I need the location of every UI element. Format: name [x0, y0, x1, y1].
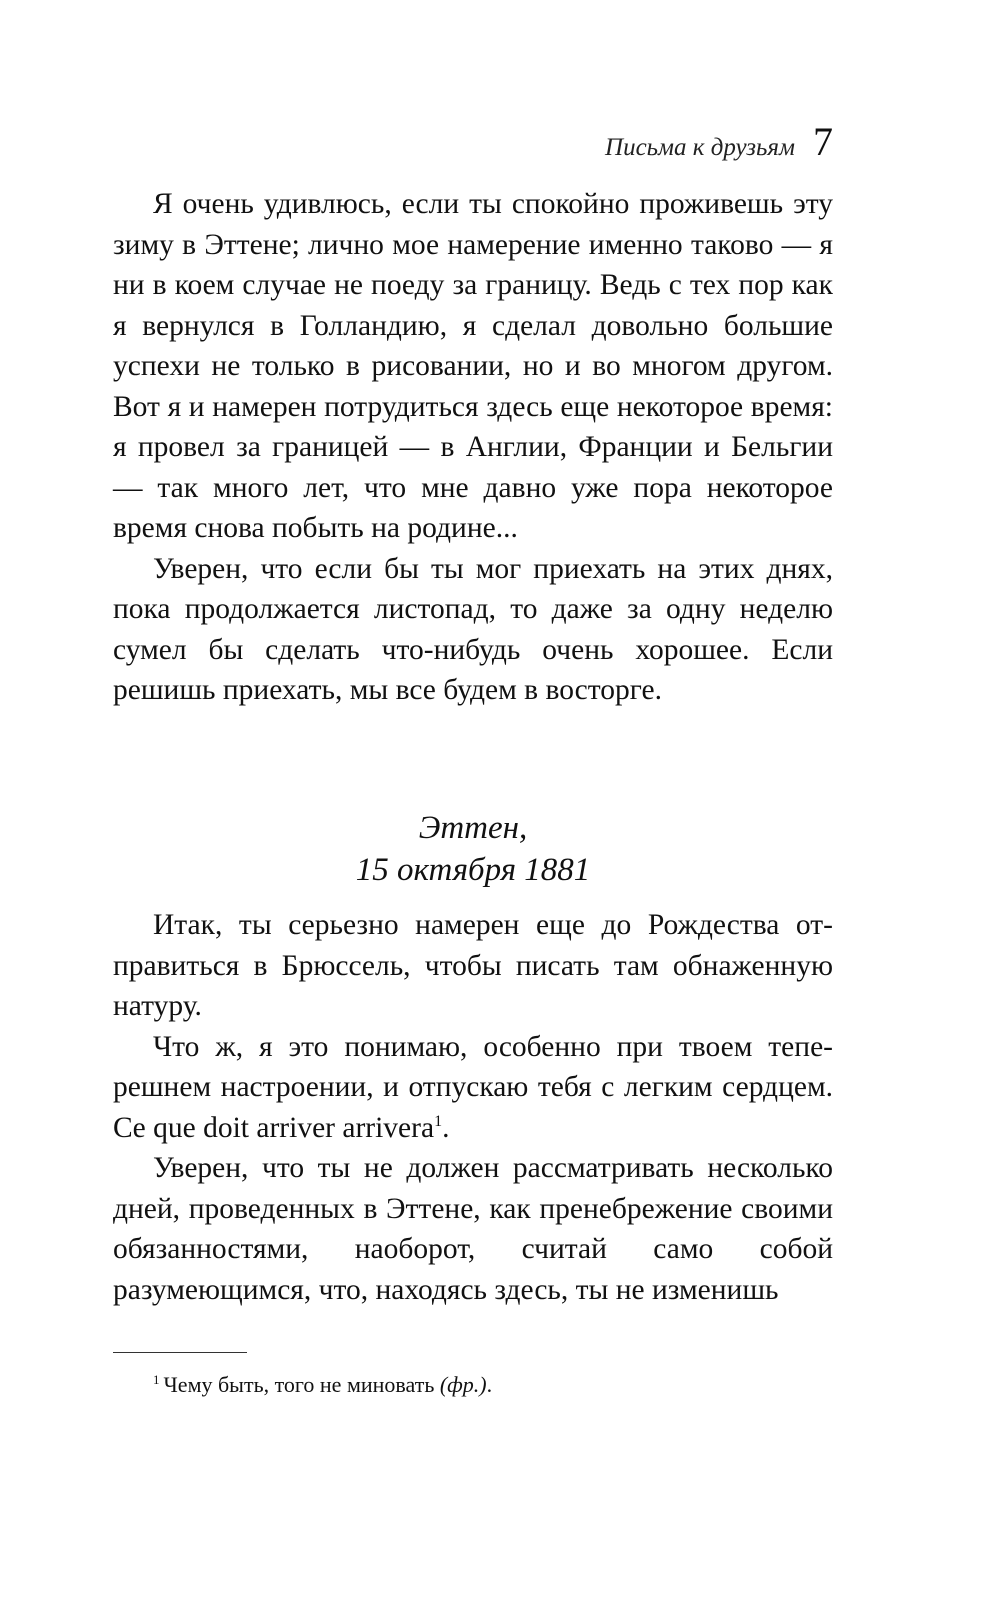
text-block-bottom [113, 905, 833, 1310]
running-head [605, 118, 833, 178]
paragraph [113, 1027, 833, 1149]
letter-date: 15 октября 1881 [355, 852, 591, 888]
text-block-top [113, 184, 833, 711]
footnote-divider [113, 1352, 247, 1353]
footnote-end: . [486, 1372, 493, 1397]
running-title: Письма к друзьям [605, 134, 795, 161]
footnote-text: Чему быть, того не миновать [163, 1372, 440, 1397]
paragraph-end: . [442, 1111, 450, 1144]
letter-place: Эттен, [418, 810, 528, 846]
paragraph: Уверен, что если бы ты мог приехать на этих днях, пока продолжается листопад, то даже за одну неделю сумел бы сделать что-нибудь очень хорошее. Если решишь приехать, мы все будем в восторге. [113, 552, 833, 706]
page-number: 7 [813, 119, 833, 164]
paragraph: Итак, ты серьезно намерен еще до Рождества отправиться в Брюссель, чтобы писать там обнаженную натуру. [113, 909, 833, 1022]
footnote-mark: 1 [153, 1371, 160, 1387]
letter-heading [113, 807, 833, 891]
footnote [153, 1370, 492, 1400]
paragraph: Я очень удивлюсь, если ты спокойно проживешь эту зиму в Эттене; лично мое намерение именно таково — я ни в коем случае не поеду за границу. Ведь с тех пор как я вернулся в Голландию, я сделал довольно большие успехи не только в рисовании, но и во многом другом. Вот я и намерен потрудиться здесь еще некоторое время: я провел за границей — в Англии, Франции и Бельгии — так много лет, что мне давно уже пора некоторое время снова побыть на родине... [113, 188, 833, 544]
footnote-language: (фр.) [439, 1372, 487, 1397]
paragraph-text: Что ж, я это понимаю, особенно при твоем теперешнем настроении, и отпускаю тебя с легким сердцем. Ce que doit arriver arrivera [113, 1030, 833, 1144]
footnote-reference[interactable]: 1 [434, 1112, 443, 1130]
paragraph: Уверен, что ты не должен рассматривать несколько дней, проведенных в Эттене, как пренебрежение своими обязанностями, наоборот, считай само собой разумеющимся, что, находясь здесь, ты не изменишь [113, 1152, 833, 1306]
